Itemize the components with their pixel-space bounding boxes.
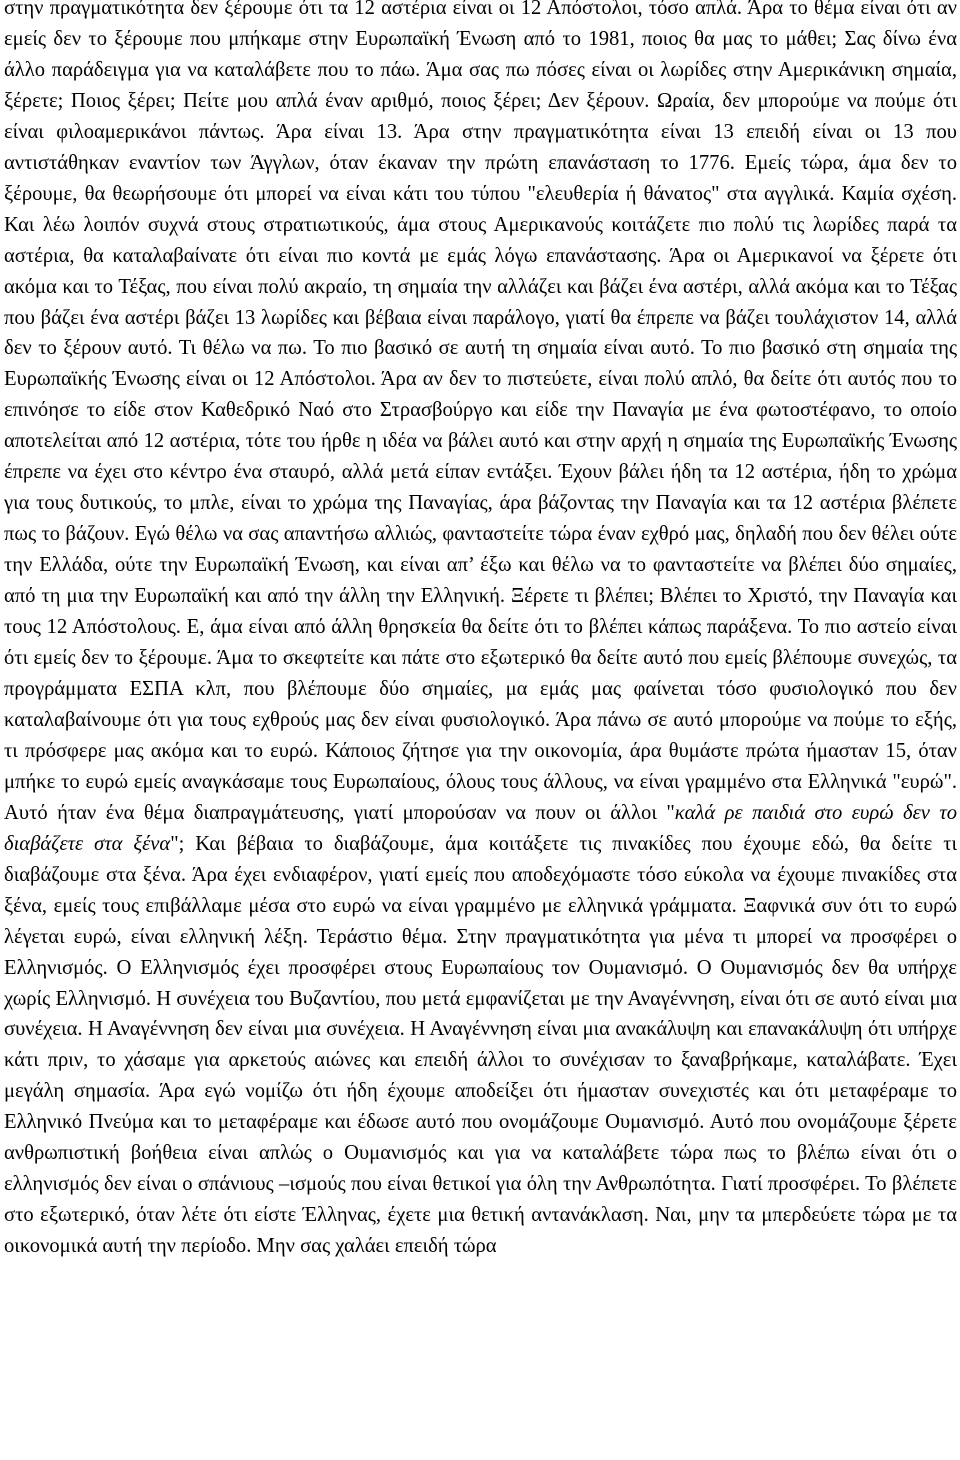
text-segment: "; Και βέβαια το διαβάζουμε, άμα κοιτάξετε τις πινακίδες που έχουμε εδώ, θα δείτε τι διαβάζουμε στα ξένα. Άρα έχει ενδιαφέρον, γιατί εμείς που αποδεχόμαστε τόσο εύκολα να έχουμε πινακίδες στα ξένα, εμείς τους επιβάλλαμε μέσα στο ευρώ να είναι γραμμένο με ελληνικά γράμματα. Ξαφνικά συν ότι το ευρώ λέγεται ευρώ, είναι ελληνική λέξη. Τεράστιο θέμα. Στην πραγματικότητα για μένα τι μπορεί να προσφέρει ο Ελληνισμός. Ο Ελληνισμός έχει προσφέρει στους Ευρωπαίους τον Ουμανισμό. Ο Ουμανισμός δεν θα υπήρχε χωρίς Ελληνισμό. Η συνέχεια του Βυζαντίου, που μετά εμφανίζεται με την Αναγέννηση, είναι ότι σε αυτό είναι μια συνέχεια. Η Αναγέννηση δεν είναι μια συνέχεια. Η Αναγέννηση είναι μια ανακάλυψη και επανακάλυψη ότι υπήρχε κάτι πριν, το χάσαμε για αρκετούς αιώνες και επειδή άλλοι το συνέχισαν το ξαναβρήκαμε, καταλάβατε. Έχει μεγάλη σημασία. Άρα εγώ νομίζω ότι ήδη έχουμε αποδείξει ότι ήμασταν συνεχιστές και ότι μεταφέραμε το Ελληνικό Πνεύμα και το μεταφέραμε και έδωσε αυτό που ονομάζουμε Ουμανισμό. Αυτό που ονομάζουμε ξέρετε ανθρωπιστική βοήθεια είναι απλώς ο Ουμανισμός και για να καταλάβετε τώρα πως το βλέπω είναι ότι ο ελληνισμός δεν είναι ο σπάνιους –ισμούς που είναι θετικοί για όλη την Ανθρωπότητα. Γιατί προσφέρει. Το βλέπετε στο εξωτερικό, όταν λέτε ότι είστε Έλληνας, έχετε μια θετική αντανάκλαση. Ναι, μην τα μπερδεύετε τώρα με τα οικονομικά αυτή την περίοδο. Μην σας χαλάει επειδή τώρα — [4, 832, 958, 1258]
italic-quote: καλά ρε παιδιά στο ευρώ δεν το διαβάζετε στα ξένα — [4, 801, 957, 855]
text-segment: στην πραγματικότητα δεν ξέρουμε ότι τα 12 αστέρια είναι οι 12 Απόστολοι, τόσο απλά. Άρα το θέμα είναι ότι αν εμείς δεν το ξέρουμε που μπήκαμε στην Ευρωπαϊκή Ένωση από το 1981, ποιος θα μας το μάθει; Σας δίνω ένα άλλο παράδειγμα για να καταλάβετε που το πάω. Άμα σας πω πόσες είναι οι λωρίδες στην Αμερικάνικη σημαία, ξέρετε; Ποιος ξέρει; Πείτε μου απλά έναν αριθμό, ποιος ξέρει; Δεν ξέρουν. Ωραία, δεν μπορούμε να πούμε ότι είναι φιλοαμερικάνοι πάντως. Άρα είναι 13. Άρα στην πραγματικότητα είναι 13 επειδή είναι οι 13 που αντιστάθηκαν εναντίον των Άγγλων, όταν έκαναν την πρώτη επανάσταση το 1776. Εμείς τώρα, άμα δεν το ξέρουμε, θα θεωρήσουμε ότι μπορεί να είναι κάτι του τύπου "ελευθερία ή θάνατος" στα αγγλικά. Καμία σχέση. Και λέω λοιπόν συχνά στους στρατιωτικούς, άμα στους Αμερικανούς κοιτάζετε πιο πολύ τις λωρίδες παρά τα αστέρια, θα καταλαβαίνατε ότι είναι πιο κοντά με εμάς λόγω επανάστασης. Άρα οι Αμερικανοί να ξέρετε ότι ακόμα και το Τέξας, που είναι πολύ ακραίο, τη σημαία την αλλάζει και βάζει ένα αστέρι, αλλά ακόμα και το Τέξας που βάζει ένα αστέρι βάζει 13 λωρίδες και βέβαια είναι παράλογο, γιατί θα έπρεπε να βάζει τουλάχιστον 14, αλλά δεν το ξέρουν αυτό. Τι θέλω να πω. Το πιο βασικό σε αυτή τη σημαία είναι αυτό. Το πιο βασικό στη σημαία της Ευρωπαϊκής Ένωσης είναι οι 12 Απόστολοι. Άρα αν δεν το πιστεύετε, είναι πολύ απλό, θα δείτε ότι αυτός που το επινόησε το είδε στον Καθεδρικό Ναό στο Στρασβούργο και είδε την Παναγία με ένα φωτοστέφανο, το οποίο αποτελείται από 12 αστέρια, τότε του ήρθε η ιδέα να βάλει αυτό και στην αρχή η σημαία της Ευρωπαϊκής Ένωσης έπρεπε να έχει στο κέντρο ένα σταυρό, αλλά μετά είπαν εντάξει. Έχουν βάλει ήδη τα 12 αστέρια, ήδη το χρώμα για τους δυτικούς, το μπλε, είναι το χρώμα της Παναγίας, άρα βάζοντας την Παναγία και τα 12 αστέρια βλέπετε πως το βάζουν. Εγώ θέλω να σας απαντήσω αλλιώς, φανταστείτε τώρα έναν εχθρό μας, δηλαδή που δεν θέλει ούτε την Ελλάδα, ούτε την Ευρωπαϊκή Ένωση, και είναι απ’ έξω και θέλω να το φανταστείτε να βλέπει δύο σημαίες, από τη μια την Ευρωπαϊκή και από την άλλη την Ελληνική. Ξέρετε τι βλέπει; Βλέπει το Χριστό, την Παναγία και τους 12 Απόστολους. Ε, άμα είναι από άλλη θρησκεία θα δείτε ότι το βλέπει κάπως παράξενα. Το πιο αστείο είναι ότι εμείς δεν το ξέρουμε. Άμα το σκεφτείτε και πάτε στο εξωτερικό θα δείτε αυτό που εμείς βλέπουμε συνεχώς, τα προγράμματα ΕΣΠΑ κλπ, που βλέπουμε δύο σημαίες, μα εμάς μας φαίνεται τόσο φυσιολογικό που δεν καταλαβαίνουμε ότι για τους εχθρούς μας δεν είναι φυσιολογικό. Άρα πάνω σε αυτό μπορούμε να πούμε το εξής, τι πρόσφερε μας ακόμα και το ευρώ. Κάποιος ζήτησε για την οικονομία, άρα θυμάστε πρώτα ήμασταν 15, όταν μπήκε το ευρώ εμείς αναγκάσαμε τους Ευρωπαίους, όλους τους άλλους, να είναι γραμμένο στα Ελληνικά "ευρώ". Αυτό ήταν ένα θέμα διαπραγμάτευσης, γιατί μπορούσαν να πουν οι άλλοι " — [4, 0, 957, 824]
body-paragraph — [4, 0, 957, 1262]
